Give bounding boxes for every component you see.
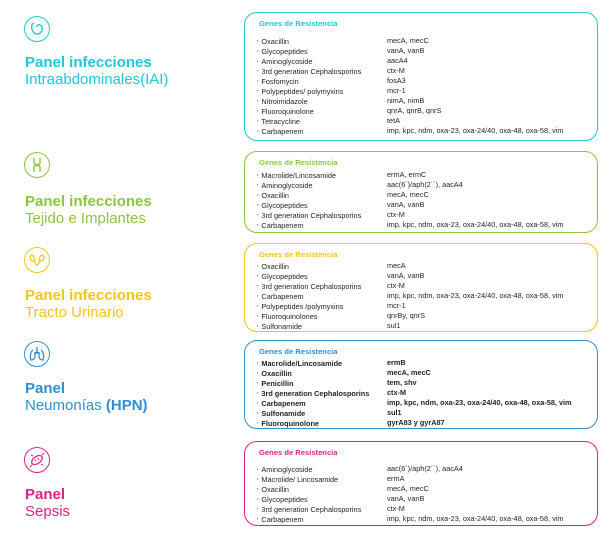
gene-row bbox=[257, 368, 591, 378]
resistance-genes: mcr-1 bbox=[387, 301, 406, 310]
panel-title-line2: Sepsis bbox=[25, 503, 71, 520]
resistance-genes: ctx-M bbox=[387, 210, 405, 219]
antibiotic-class: ▪ Macrolide/ Lincosamide bbox=[257, 474, 338, 485]
box-heading: Genes de Resistencia bbox=[259, 19, 338, 28]
antibiotic-class: ▪ Glycopeptides bbox=[257, 46, 308, 57]
panel-title-abbrev: (HPN) bbox=[105, 397, 148, 414]
antibiotic-class: ▪ Polypeptides/ polymyxins bbox=[257, 86, 343, 97]
gene-row bbox=[257, 494, 591, 504]
antibiotic-class: ▪ Glycopeptides bbox=[257, 494, 308, 505]
resistance-genes-box bbox=[244, 12, 598, 141]
gene-row bbox=[257, 106, 591, 116]
antibiotic-class: ▪ Oxacillin bbox=[257, 190, 289, 201]
panel-title-line2: Intraabdominales(IAI) bbox=[25, 71, 169, 88]
antibiotic-class: ▪ Nitroimidazole bbox=[257, 96, 308, 107]
gene-row bbox=[257, 474, 591, 484]
gene-row bbox=[257, 484, 591, 494]
gene-row bbox=[257, 126, 591, 136]
antibiotic-class: ▪ Glycopeptides bbox=[257, 271, 308, 282]
panel-title-line1: Panel infecciones bbox=[25, 193, 152, 210]
antibiotic-class: ▪ Carbapenem bbox=[257, 126, 304, 137]
kidney-urinary-icon bbox=[24, 247, 50, 273]
resistance-genes-box bbox=[244, 441, 598, 526]
resistance-genes: ermB bbox=[387, 358, 406, 367]
gene-row bbox=[257, 220, 591, 230]
gene-list bbox=[257, 261, 591, 331]
antibiotic-class: ▪ Oxacillin bbox=[257, 484, 289, 495]
gene-row bbox=[257, 190, 591, 200]
resistance-genes: ermA bbox=[387, 474, 405, 483]
gene-row bbox=[257, 170, 591, 180]
antibiotic-class: ▪ Carbapenem bbox=[257, 220, 304, 231]
antibiotic-class: ▪ Polypeptides /polymyxins bbox=[257, 301, 343, 312]
abdomen-organ-icon bbox=[24, 16, 50, 42]
panel-title bbox=[25, 486, 70, 520]
resistance-genes: mcr-1 bbox=[387, 86, 406, 95]
antibiotic-class: ▪ Sulfonamide bbox=[257, 321, 302, 332]
gene-row bbox=[257, 271, 591, 281]
panel-title bbox=[25, 54, 168, 88]
resistance-genes: mecA bbox=[387, 261, 406, 270]
gene-list bbox=[257, 36, 591, 136]
antibiotic-class: ▪ 3rd generation Cephalosporins bbox=[257, 388, 369, 399]
resistance-genes: sul1 bbox=[387, 321, 401, 330]
gene-row bbox=[257, 321, 591, 331]
gene-list bbox=[257, 358, 591, 428]
panel-title-line2: Tejido e Implantes bbox=[25, 210, 146, 227]
resistance-genes: fosA3 bbox=[387, 76, 406, 85]
antibiotic-class: ▪ Macrolide/Lincosamide bbox=[257, 358, 342, 369]
gene-row bbox=[257, 180, 591, 190]
antibiotic-class: ▪ Aminoglycoside bbox=[257, 464, 313, 475]
resistance-genes: aac(6´)/aph(2´´), aacA4 bbox=[387, 180, 463, 189]
antibiotic-class: ▪ 3rd generation Cephalosporins bbox=[257, 66, 361, 77]
resistance-genes: vanA, vanB bbox=[387, 46, 425, 55]
resistance-genes: ermA, ermC bbox=[387, 170, 427, 179]
gene-row bbox=[257, 418, 591, 428]
panel-title-line1: Panel bbox=[25, 380, 66, 397]
gene-list bbox=[257, 170, 591, 230]
gene-list bbox=[257, 464, 591, 524]
resistance-genes: imp, kpc, ndm, oxa-23, oxa-24/40, oxa-48, oxa-58, vim bbox=[387, 126, 564, 135]
lungs-icon bbox=[24, 341, 50, 367]
resistance-genes: mecA, mecC bbox=[387, 36, 429, 45]
antibiotic-class: ▪ Oxacillin bbox=[257, 261, 289, 272]
knee-joint-icon bbox=[24, 152, 50, 178]
gene-row bbox=[257, 116, 591, 126]
gene-row bbox=[257, 261, 591, 271]
antibiotic-class: ▪ Fluoroquinolones bbox=[257, 311, 317, 322]
resistance-genes: aacA4 bbox=[387, 56, 408, 65]
gene-row bbox=[257, 358, 591, 368]
gene-row bbox=[257, 398, 591, 408]
gene-row bbox=[257, 56, 591, 66]
gene-row bbox=[257, 210, 591, 220]
gene-row bbox=[257, 46, 591, 56]
gene-row bbox=[257, 281, 591, 291]
gene-row bbox=[257, 311, 591, 321]
gene-row bbox=[257, 200, 591, 210]
panel-title-line2 bbox=[25, 397, 148, 414]
antibiotic-class: ▪ Carbapenem bbox=[257, 291, 304, 302]
antibiotic-class: ▪ 3rd generation Cephalosporins bbox=[257, 504, 361, 515]
gene-row bbox=[257, 378, 591, 388]
resistance-genes: imp, kpc, ndm, oxa-23, oxa-24/40, oxa-48, oxa-58, vim bbox=[387, 398, 572, 407]
box-heading: Genes de Resistencia bbox=[259, 158, 338, 167]
gene-row bbox=[257, 408, 591, 418]
resistance-genes: sul1 bbox=[387, 408, 402, 417]
resistance-genes: mecA, mecC bbox=[387, 484, 429, 493]
box-heading: Genes de Resistencia bbox=[259, 448, 338, 457]
antibiotic-class: ▪ Fluoroquinolone bbox=[257, 418, 319, 429]
resistance-genes: imp, kpc, ndm, oxa-23, oxa-24/40, oxa-48, oxa-58, vim bbox=[387, 514, 564, 523]
gene-row bbox=[257, 301, 591, 311]
gene-row bbox=[257, 514, 591, 524]
gene-row bbox=[257, 388, 591, 398]
resistance-genes: gyrA83 y gyrA87 bbox=[387, 418, 445, 427]
panel-title-line2-text: Neumonías bbox=[25, 397, 102, 414]
antibiotic-class: ▪ 3rd generation Cephalosporins bbox=[257, 210, 361, 221]
box-heading: Genes de Resistencia bbox=[259, 347, 338, 356]
resistance-genes: mecA, mecC bbox=[387, 190, 429, 199]
gene-row bbox=[257, 66, 591, 76]
gene-row bbox=[257, 291, 591, 301]
panel-title bbox=[25, 380, 148, 414]
panel-title-line2: Tracto Urinario bbox=[25, 304, 124, 321]
resistance-genes: vanA, vanB bbox=[387, 494, 425, 503]
resistance-genes: tetA bbox=[387, 116, 400, 125]
antibiotic-class: ▪ Oxacillin bbox=[257, 36, 289, 47]
antibiotic-class: ▪ Penicillin bbox=[257, 378, 293, 389]
resistance-genes-box bbox=[244, 340, 598, 429]
gene-row bbox=[257, 96, 591, 106]
antibiotic-class: ▪ Carbapenem bbox=[257, 514, 304, 525]
gene-row bbox=[257, 86, 591, 96]
gene-row bbox=[257, 464, 591, 474]
resistance-genes: qnrA, qnrB, qnrS bbox=[387, 106, 442, 115]
resistance-genes: vanA, vanB bbox=[387, 200, 425, 209]
antibiotic-class: ▪ Macrolide/Lincosamide bbox=[257, 170, 336, 181]
resistance-genes: nimA, nimB bbox=[387, 96, 425, 105]
box-heading: Genes de Resistencia bbox=[259, 250, 338, 259]
panel-title-line1: Panel bbox=[25, 486, 66, 503]
resistance-genes: tem, shv bbox=[387, 378, 417, 387]
resistance-genes-box bbox=[244, 151, 598, 233]
panel-title bbox=[25, 287, 152, 321]
antibiotic-class: ▪ Fosfomycin bbox=[257, 76, 299, 87]
antibiotic-class: ▪ 3rd generation Cephalosporins bbox=[257, 281, 361, 292]
resistance-genes-box bbox=[244, 243, 598, 332]
resistance-genes: imp, kpc, ndm, oxa-23, oxa-24/40, oxa-48, oxa-58, vim bbox=[387, 220, 564, 229]
resistance-genes: mecA, mecC bbox=[387, 368, 431, 377]
panel-title bbox=[25, 193, 152, 227]
antibiotic-class: ▪ Tetracycline bbox=[257, 116, 300, 127]
gene-row bbox=[257, 36, 591, 46]
resistance-genes: vanA, vanB bbox=[387, 271, 425, 280]
antibiotic-class: ▪ Aminoglycoside bbox=[257, 56, 313, 67]
bacteria-icon bbox=[24, 447, 50, 473]
resistance-genes: qnrBy, qnrS bbox=[387, 311, 425, 320]
panel-title-line1: Panel infecciones bbox=[25, 54, 152, 71]
resistance-genes: ctx-M bbox=[387, 281, 405, 290]
antibiotic-class: ▪ Carbapenem bbox=[257, 398, 306, 409]
antibiotic-class: ▪ Fluoroquinolone bbox=[257, 106, 314, 117]
antibiotic-class: ▪ Sulfonamide bbox=[257, 408, 305, 419]
antibiotic-class: ▪ Oxacillin bbox=[257, 368, 292, 379]
gene-row bbox=[257, 76, 591, 86]
resistance-genes: ctx-M bbox=[387, 66, 405, 75]
panel-title-line1: Panel infecciones bbox=[25, 287, 152, 304]
resistance-genes: ctx-M bbox=[387, 504, 405, 513]
resistance-genes: ctx-M bbox=[387, 388, 407, 397]
resistance-genes: aac(6´)/aph(2´´), aacA4 bbox=[387, 464, 463, 473]
antibiotic-class: ▪ Aminoglycoside bbox=[257, 180, 313, 191]
resistance-genes: imp, kpc, ndm, oxa-23, oxa-24/40, oxa-48, oxa-58, vim bbox=[387, 291, 564, 300]
antibiotic-class: ▪ Glycopeptides bbox=[257, 200, 308, 211]
gene-row bbox=[257, 504, 591, 514]
